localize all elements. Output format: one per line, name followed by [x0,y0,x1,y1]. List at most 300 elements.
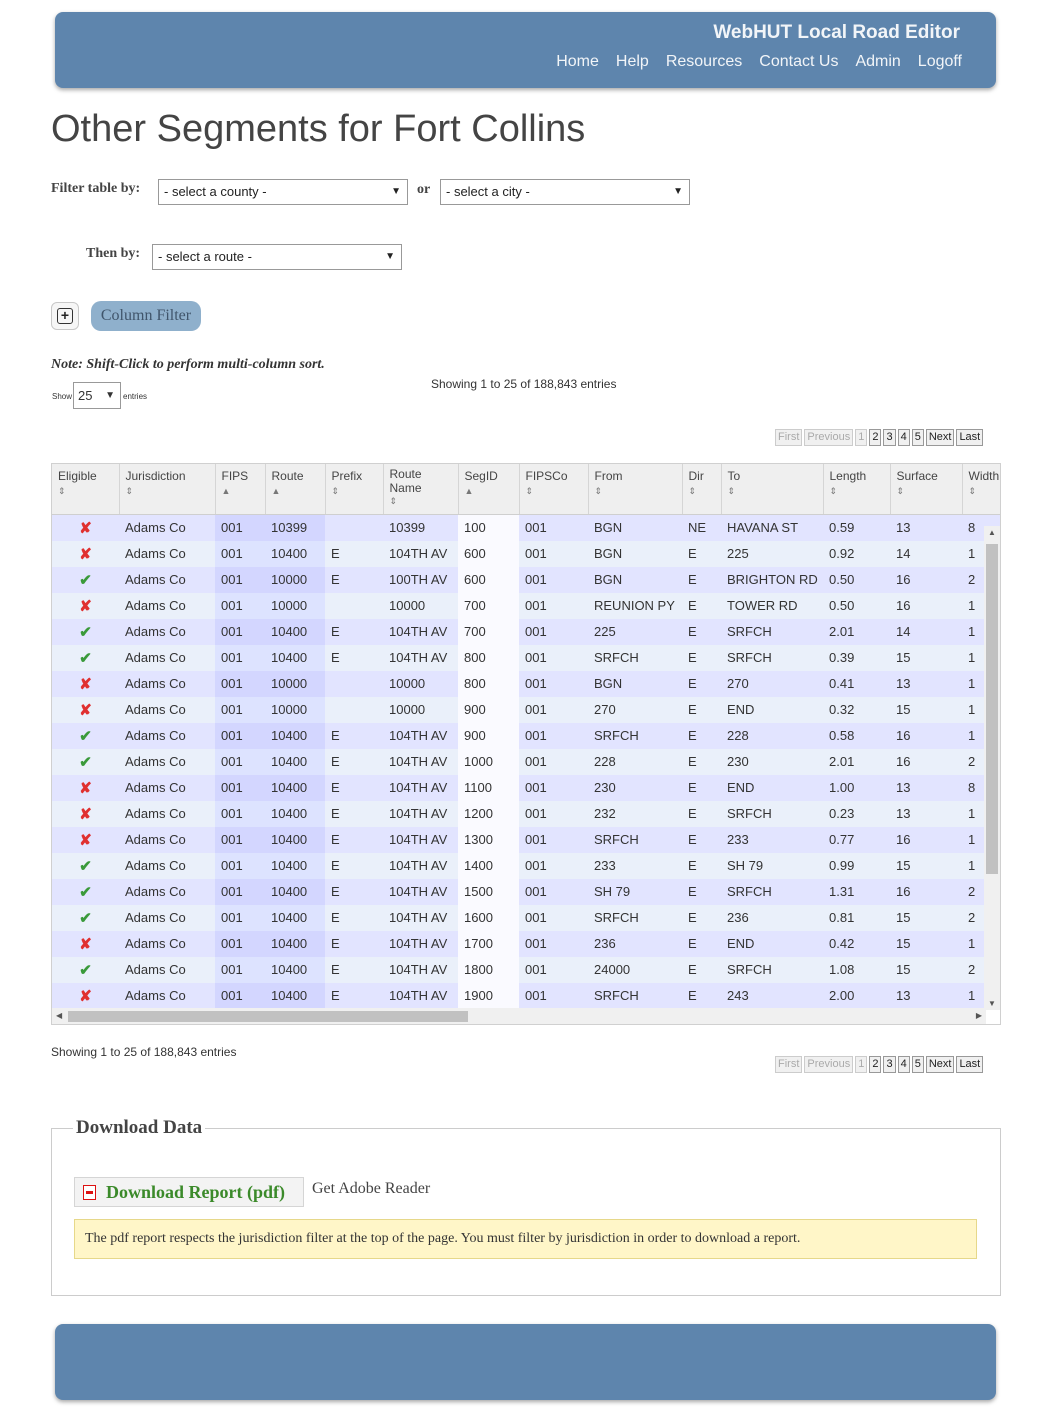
table-cell: 104TH AV [383,723,458,749]
table-row[interactable] [52,983,1001,1009]
table-cell: SRFCH [588,723,682,749]
table-cell: 10400 [265,723,325,749]
checkmark-icon: ✔ [79,857,92,875]
table-cell: 1400 [458,853,519,879]
next-page-button[interactable]: Next [926,1056,955,1073]
table-cell: 13 [890,801,962,827]
scroll-up-icon[interactable]: ▲ [988,528,996,537]
last-page-button[interactable]: Last [956,1056,983,1073]
table-cell: E [682,619,721,645]
table-cell [325,593,383,619]
table-cell: Adams Co [119,697,215,723]
table-cell: SRFCH [588,983,682,1009]
table-cell: 2 [962,749,1001,775]
table-cell: 243 [721,983,823,1009]
col-from-header[interactable]: From ⇕ [588,464,682,514]
table-cell: 001 [215,879,265,905]
table-cell: SH 79 [588,879,682,905]
route-select[interactable] [152,244,402,270]
table-cell: NE [682,514,721,541]
table-cell: 10400 [265,905,325,931]
eligible-cell [52,514,119,541]
segments-table [52,464,1001,1009]
table-cell: SRFCH [588,905,682,931]
cross-icon: ✘ [79,597,92,615]
page-4-button[interactable]: 4 [898,1056,910,1073]
table-cell: 001 [519,671,588,697]
table-cell: 10000 [265,697,325,723]
table-cell: 10000 [383,671,458,697]
col-width-header[interactable]: Width ⇕ [962,464,1001,514]
table-cell: 0.81 [823,905,890,931]
download-report-label: Download Report (pdf) [106,1182,286,1202]
table-cell: END [721,931,823,957]
chevron-down-icon: ▼ [385,251,395,262]
page-5-button[interactable]: 5 [912,1056,924,1073]
table-cell: Adams Co [119,879,215,905]
col-segid-header[interactable]: SegID ▲ [458,464,519,514]
table-row[interactable] [52,801,1001,827]
table-cell: SRFCH [721,619,823,645]
table-cell: Adams Co [119,905,215,931]
main-nav [539,53,962,71]
col-prefix-header[interactable]: Prefix ⇕ [325,464,383,514]
table-cell: 900 [458,723,519,749]
cross-icon: ✘ [79,545,92,563]
table-cell: 001 [519,853,588,879]
checkmark-icon: ✔ [79,909,92,927]
table-cell: Adams Co [119,723,215,749]
table-cell: 0.23 [823,801,890,827]
table-header-row [52,464,1001,514]
table-cell: 001 [519,567,588,593]
nav-admin-link[interactable]: Admin [855,53,901,70]
next-page-button[interactable]: Next [926,429,955,446]
site-footer [55,1324,996,1400]
col-fips-header[interactable]: FIPS ▲ [215,464,265,514]
scroll-down-icon[interactable]: ▼ [988,999,996,1008]
table-cell: 15 [890,905,962,931]
table-cell: Adams Co [119,671,215,697]
table-cell: E [325,853,383,879]
eligible-cell [52,541,119,567]
sort-icon: ⇕ [968,486,977,496]
table-cell: Adams Co [119,619,215,645]
table-cell: REUNION PY [588,593,682,619]
scroll-left-icon[interactable]: ◀ [56,1011,63,1020]
table-cell: 1 [962,931,1001,957]
table-cell: 233 [721,827,823,853]
col-surface-header[interactable]: Surface ⇕ [890,464,962,514]
table-cell: 104TH AV [383,801,458,827]
table-cell: Adams Co [119,541,215,567]
table-cell: 14 [890,541,962,567]
eligible-cell [52,983,119,1009]
page-1-button[interactable]: 1 [855,1056,867,1073]
cross-icon: ✘ [79,675,92,693]
table-cell: 100TH AV [383,567,458,593]
table-cell: 16 [890,879,962,905]
table-cell: 228 [721,723,823,749]
eligible-cell [52,879,119,905]
table-cell: 10000 [265,593,325,619]
entries-label: entries [123,392,148,401]
table-cell: 16 [890,827,962,853]
table-row[interactable] [52,723,1001,749]
cross-icon: ✘ [79,519,92,537]
col-fipsco-header[interactable]: FIPSCo ⇕ [519,464,588,514]
table-cell: 2 [962,879,1001,905]
table-cell: 104TH AV [383,827,458,853]
checkmark-icon: ✔ [79,883,92,901]
first-page-button[interactable]: First [775,429,802,446]
table-row[interactable] [52,749,1001,775]
page-1-button[interactable]: 1 [855,429,867,446]
previous-page-button[interactable]: Previous [804,1056,853,1073]
table-cell: E [682,983,721,1009]
table-cell: E [682,541,721,567]
table-cell: 001 [215,514,265,541]
download-section [51,1128,1001,1296]
vertical-scrollbar[interactable] [984,526,1000,1010]
table-cell: BGN [588,567,682,593]
eligible-cell [52,619,119,645]
table-row[interactable] [52,514,1001,541]
table-cell: 2.00 [823,983,890,1009]
table-cell: E [682,879,721,905]
table-cell: 001 [215,983,265,1009]
table-cell: 800 [458,671,519,697]
table-cell: 1300 [458,827,519,853]
table-cell: E [682,957,721,983]
download-notice: The pdf report respects the jurisdiction filter at the top of the page. You must filter by jurisdiction in order to download a report. [74,1219,977,1259]
table-cell: 233 [588,853,682,879]
table-cell: 16 [890,723,962,749]
download-report-button[interactable] [74,1177,304,1207]
table-cell: E [682,645,721,671]
table-cell: 001 [519,905,588,931]
table-cell: Adams Co [119,853,215,879]
chevron-down-icon: ▼ [391,186,401,197]
table-cell: 2.01 [823,619,890,645]
then-by-label: Then by: [86,246,141,261]
table-cell: E [682,827,721,853]
table-cell: 001 [215,905,265,931]
table-cell: END [721,697,823,723]
sort-icon: ⇕ [829,486,838,496]
eligible-cell [52,957,119,983]
table-cell: 700 [458,619,519,645]
checkmark-icon: ✔ [79,753,92,771]
table-row[interactable] [52,541,1001,567]
nav-resources-link[interactable]: Resources [665,53,743,70]
table-cell: 8 [962,514,1001,541]
table-cell: 232 [588,801,682,827]
table-cell: Adams Co [119,645,215,671]
table-cell: 10399 [383,514,458,541]
table-cell: 15 [890,931,962,957]
table-cell: 14 [890,619,962,645]
table-cell: 2.01 [823,749,890,775]
table-cell: 0.50 [823,593,890,619]
city-select-value: - select a city - [446,184,530,199]
table-row[interactable] [52,775,1001,801]
table-cell: 15 [890,645,962,671]
city-select[interactable] [440,179,690,205]
table-cell: 1 [962,671,1001,697]
table-cell [325,697,383,723]
vertical-scroll-thumb[interactable] [986,544,998,874]
eligible-cell [52,801,119,827]
last-page-button[interactable]: Last [956,429,983,446]
table-cell: 10000 [383,697,458,723]
table-cell: 104TH AV [383,853,458,879]
table-cell: E [682,749,721,775]
eligible-cell [52,567,119,593]
sort-icon: ⇕ [594,486,603,496]
table-cell: 104TH AV [383,645,458,671]
table-cell: END [721,775,823,801]
table-cell: 236 [721,905,823,931]
table-row[interactable] [52,697,1001,723]
table-cell: 16 [890,593,962,619]
eligible-cell [52,775,119,801]
table-cell: 2 [962,567,1001,593]
sort-asc-icon: ▲ [271,486,281,496]
table-cell: 0.99 [823,853,890,879]
table-row[interactable] [52,879,1001,905]
table-cell: Adams Co [119,983,215,1009]
table-row[interactable] [52,645,1001,671]
pdf-icon [83,1185,96,1200]
table-cell: 225 [588,619,682,645]
col-eligible-header[interactable]: Eligible ⇕ [52,464,119,514]
page-5-button[interactable]: 5 [912,429,924,446]
table-cell: 15 [890,853,962,879]
table-cell: 10399 [265,514,325,541]
pagination-bottom [775,1056,983,1073]
table-cell: 104TH AV [383,749,458,775]
col-route-header[interactable]: Route ▲ [265,464,325,514]
column-filter-button[interactable]: Column Filter [91,301,201,331]
table-cell: 001 [519,983,588,1009]
table-row[interactable] [52,593,1001,619]
get-adobe-reader-link[interactable]: Get Adobe Reader [312,1180,431,1197]
table-cell: 001 [519,514,588,541]
table-cell: 104TH AV [383,931,458,957]
table-cell: 001 [519,645,588,671]
page-3-button[interactable]: 3 [883,429,895,446]
col-to-header[interactable]: To ⇕ [721,464,823,514]
table-cell: 900 [458,697,519,723]
horizontal-scrollbar[interactable] [52,1008,986,1024]
table-cell: 1 [962,593,1001,619]
table-cell: 0.59 [823,514,890,541]
table-cell: 24000 [588,957,682,983]
table-cell: 270 [721,671,823,697]
table-cell: BGN [588,514,682,541]
table-cell: 1800 [458,957,519,983]
table-cell: E [682,593,721,619]
table-cell: 001 [519,801,588,827]
table-cell: Adams Co [119,567,215,593]
table-cell: BRIGHTON RD [721,567,823,593]
table-cell: 600 [458,567,519,593]
chevron-down-icon: ▼ [673,186,683,197]
table-cell: 10400 [265,749,325,775]
table-cell: 700 [458,593,519,619]
county-select[interactable] [158,179,408,205]
checkmark-icon: ✔ [79,649,92,667]
eligible-cell [52,905,119,931]
horizontal-scroll-thumb[interactable] [68,1011,468,1022]
table-cell: 001 [215,801,265,827]
table-cell: 0.92 [823,541,890,567]
table-cell [325,671,383,697]
table-cell: HAVANA ST [721,514,823,541]
table-cell: Adams Co [119,827,215,853]
table-cell: 10000 [265,567,325,593]
table-cell: E [682,775,721,801]
table-cell: E [325,645,383,671]
table-body [52,514,1001,1009]
page-2-button[interactable]: 2 [869,1056,881,1073]
table-cell: 236 [588,931,682,957]
table-cell: 0.32 [823,697,890,723]
table-cell: 104TH AV [383,541,458,567]
col-dir-header[interactable]: Dir ⇕ [682,464,721,514]
table-cell: E [325,983,383,1009]
table-cell: 001 [519,697,588,723]
scroll-right-icon[interactable]: ▶ [975,1011,982,1020]
table-cell: TOWER RD [721,593,823,619]
table-cell: Adams Co [119,775,215,801]
table-cell: 001 [215,749,265,775]
table-cell: E [325,567,383,593]
page-4-button[interactable]: 4 [898,429,910,446]
table-cell: 1000 [458,749,519,775]
expand-filter-button[interactable] [51,302,79,330]
table-cell: 1600 [458,905,519,931]
table-cell: 100 [458,514,519,541]
col-jurisdiction-header[interactable]: Jurisdiction ⇕ [119,464,215,514]
table-cell: 1.08 [823,957,890,983]
table-cell: 001 [519,931,588,957]
table-cell: E [682,853,721,879]
table-row[interactable] [52,827,1001,853]
page-3-button[interactable]: 3 [883,1056,895,1073]
table-cell: E [325,827,383,853]
table-cell: E [682,723,721,749]
table-cell: 2 [962,905,1001,931]
table-cell: 104TH AV [383,905,458,931]
table-cell: 001 [215,853,265,879]
table-cell: E [325,723,383,749]
eligible-cell [52,645,119,671]
table-cell: 0.42 [823,931,890,957]
site-brand: WebHUT Local Road Editor [713,22,960,43]
col-route-name-header[interactable]: Route Name ⇕ [383,464,458,514]
nav-contact-link[interactable]: Contact Us [759,53,839,70]
sort-icon: ⇕ [525,486,534,496]
table-cell: 001 [519,619,588,645]
table-cell: 001 [215,645,265,671]
table-row[interactable] [52,567,1001,593]
table-cell: E [325,775,383,801]
table-cell: BGN [588,671,682,697]
table-cell: 1 [962,827,1001,853]
pagination-top [775,429,983,446]
table-cell: SRFCH [721,957,823,983]
table-cell: E [682,671,721,697]
table-cell: E [325,879,383,905]
table-cell: 001 [215,723,265,749]
table-cell: E [682,931,721,957]
table-cell: E [325,749,383,775]
page-2-button[interactable]: 2 [869,429,881,446]
table-cell: BGN [588,541,682,567]
table-cell: 001 [519,879,588,905]
nav-home-link[interactable]: Home [556,53,599,70]
table-cell: 001 [519,775,588,801]
table-cell: Adams Co [119,593,215,619]
table-cell: 10400 [265,541,325,567]
eligible-cell [52,723,119,749]
sort-icon: ⇕ [389,496,398,506]
table-cell: E [325,541,383,567]
table-row[interactable] [52,671,1001,697]
table-cell: 001 [519,723,588,749]
table-cell: 0.77 [823,827,890,853]
table-cell: E [325,801,383,827]
show-label: Show [52,392,73,401]
eligible-cell [52,827,119,853]
table-cell: 10400 [265,879,325,905]
table-cell: 1200 [458,801,519,827]
cross-icon: ✘ [79,935,92,953]
table-cell: Adams Co [119,514,215,541]
previous-page-button[interactable]: Previous [804,429,853,446]
table-cell: Adams Co [119,931,215,957]
table-cell: 10000 [383,593,458,619]
table-cell: E [325,619,383,645]
table-cell: 1 [962,645,1001,671]
checkmark-icon: ✔ [79,623,92,641]
cross-icon: ✘ [79,701,92,719]
col-length-header[interactable]: Length ⇕ [823,464,890,514]
table-cell: 001 [215,541,265,567]
page-length-value: 25 [78,388,93,403]
table-row[interactable] [52,905,1001,931]
table-cell: Adams Co [119,957,215,983]
table-cell: 230 [588,775,682,801]
table-cell: 10400 [265,853,325,879]
page-length-select[interactable] [73,382,121,409]
table-cell: 10400 [265,645,325,671]
table-cell: 001 [519,827,588,853]
chevron-down-icon: ▼ [105,390,115,401]
table-row[interactable] [52,931,1001,957]
table-row[interactable] [52,619,1001,645]
cross-icon: ✘ [79,831,92,849]
first-page-button[interactable]: First [775,1056,802,1073]
nav-help-link[interactable]: Help [615,53,649,70]
table-cell: 001 [519,593,588,619]
nav-logoff-link[interactable]: Logoff [917,53,962,70]
table-row[interactable] [52,853,1001,879]
table-row[interactable] [52,957,1001,983]
sort-note: Note: Shift-Click to perform multi-column sort. [51,357,325,372]
